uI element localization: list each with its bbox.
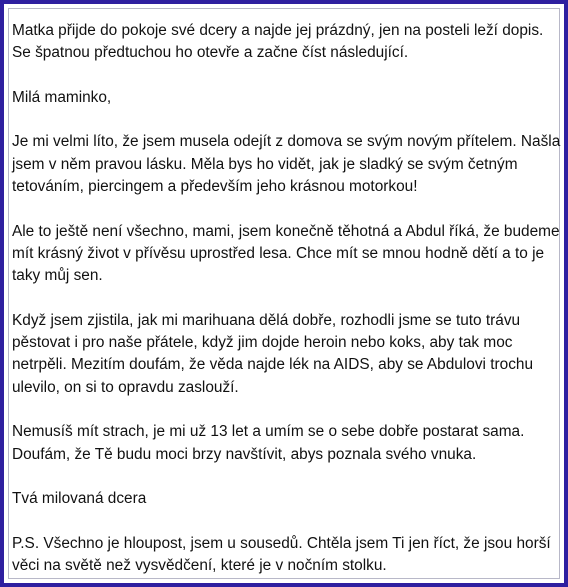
text-line: Milá maminko,	[12, 88, 112, 106]
text-line: Když jsem zjistila, jak mi marihuana dělá dobře, rozhodli jsme se tuto trávu	[12, 311, 521, 329]
text-line: netrpěli. Mezitím doufám, že věda najde lék na AIDS, aby se Abdulovi trochu	[12, 356, 534, 374]
intro-paragraph	[12, 20, 556, 65]
text-line: ulevilo, on si to opravdu zaslouží.	[12, 378, 239, 396]
postscript	[12, 533, 556, 578]
text-line: Je mi velmi líto, že jsem musela odejít z domova se svým novým přítelem. Našla	[12, 133, 561, 151]
text-line: Se špatnou předtuchou ho otevře a začne číst následující.	[12, 44, 409, 62]
text-line: Nemusíš mít strach, je mi už 13 let a umím se o sebe dobře postarat sama.	[12, 423, 525, 441]
letter-paragraph	[12, 221, 560, 288]
text-line: Ale to ještě není všechno, mami, jsem konečně těhotná a Abdul říká, že budeme	[12, 222, 560, 240]
text-line: Tvá milovaná dcera	[12, 490, 147, 508]
text-line: tetováním, piercingem a především jeho krásnou motorkou!	[12, 178, 418, 196]
text-line: Doufám, že Tě budu moci brzy navštívit, abys poznala svého vnuka.	[12, 445, 477, 463]
letter-paragraph	[12, 421, 556, 466]
text-line: pěstovat i pro naše přátele, když jim dojde heroin nebo koks, aby tak moc	[12, 334, 513, 352]
letter-paragraph	[12, 310, 556, 399]
text-line: P.S. Všechno je hloupost, jsem u sousedů. Chtěla jsem Ti jen říct, že jsou horší	[12, 534, 551, 552]
text-line: taky můj sen.	[12, 267, 103, 285]
letter-body	[12, 20, 561, 577]
text-line: jsem v něm pravou lásku. Měla bys ho vidět, jak je sladký se svým četným	[12, 155, 518, 173]
signature	[12, 488, 556, 510]
text-line: Matka přijde do pokoje své dcery a najde jej prázdný, jen na posteli leží dopis.	[12, 22, 544, 39]
salutation	[12, 87, 556, 109]
text-line: mít krásný život v přívěsu uprostřed lesa. Chce mít se mnou hodně dětí a to je	[12, 244, 545, 262]
text-line: věci na světě než vysvědčení, které je v nočním stolku.	[12, 557, 387, 575]
letter-paragraph	[12, 131, 561, 198]
